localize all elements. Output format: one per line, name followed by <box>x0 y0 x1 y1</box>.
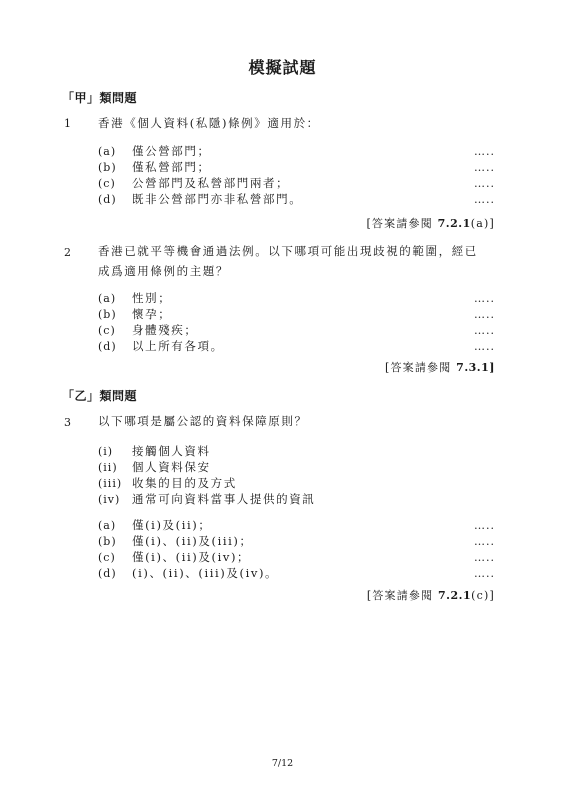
q1-option-b-dots: ….. <box>474 161 495 174</box>
q2-option-d-text: 以上所有各項。 <box>132 339 224 353</box>
q1-option-c-dots: ….. <box>474 177 495 190</box>
q3-item-iii-text: 收集的目的及方式 <box>132 476 237 490</box>
q2-option-c-text: 身體殘疾； <box>132 323 198 337</box>
q2-option-b-label: (b) <box>98 308 117 321</box>
q2-answer-reference <box>385 359 495 375</box>
q1-option-a-label: (a) <box>98 145 117 158</box>
q1-answer-section: 7.2.1 <box>437 217 471 230</box>
q3-option-a-text: 僅(i)及(ii)； <box>132 518 212 532</box>
q3-item-iv-text: 通常可向資料當事人提供的資訊 <box>132 492 316 506</box>
q1-option-d-text: 既非公營部門亦非私營部門。 <box>132 192 303 206</box>
q2-answer-prefix: [答案請參閱 <box>384 361 452 374</box>
q1-option-a-text: 僅公營部門； <box>132 144 211 158</box>
q3-option-b-dots: ….. <box>474 535 495 548</box>
q3-option-a-dots: ….. <box>474 519 495 532</box>
question-2-text-line1: 香港已就平等機會通過法例。以下哪項可能出現歧視的範圍，經已 <box>98 244 478 258</box>
section-a-heading: 「甲」類問題 <box>62 91 138 105</box>
q3-option-b-label: (b) <box>98 535 117 548</box>
q2-option-c-dots: ….. <box>474 324 495 337</box>
question-2-number: 2 <box>64 246 71 259</box>
q1-answer-suffix: (a)] <box>470 217 495 230</box>
question-1-text: 香港《個人資料(私隱)條例》適用於： <box>98 116 320 130</box>
q3-option-c-dots: ….. <box>474 551 495 564</box>
question-2-text-line2: 成爲適用條例的主題？ <box>98 264 229 278</box>
q1-option-b-label: (b) <box>98 161 117 174</box>
q2-option-a-dots: ….. <box>474 292 495 305</box>
q3-option-c-label: (c) <box>98 551 116 564</box>
q1-option-d-label: (d) <box>98 193 117 206</box>
q2-option-c-label: (c) <box>98 324 116 337</box>
q1-answer-reference <box>366 215 495 231</box>
q3-answer-prefix: [答案請參閱 <box>366 589 434 602</box>
q1-option-b-text: 僅私營部門； <box>132 160 211 174</box>
q3-item-iv-label: (iv) <box>98 493 121 506</box>
page-title: 模擬試題 <box>248 58 317 77</box>
q3-option-c-text: 僅(i)、(ii)及(iv)； <box>132 550 251 564</box>
q1-answer-prefix: [答案請參閱 <box>366 217 433 230</box>
q3-answer-reference <box>367 587 495 603</box>
q3-option-b-text: 僅(i)、(ii)及(iii)； <box>132 534 253 548</box>
q3-option-d-dots: ….. <box>474 567 495 580</box>
q3-item-i-label: (i) <box>98 445 114 458</box>
q3-item-i-text: 接觸個人資料 <box>132 444 211 458</box>
q2-answer-section: 7.3.1] <box>456 361 495 374</box>
q2-option-b-text: 懷孕； <box>132 307 172 321</box>
page-number: 7/12 <box>271 758 294 769</box>
q2-option-d-label: (d) <box>98 340 117 353</box>
q1-option-a-dots: ….. <box>474 145 495 158</box>
q2-option-a-label: (a) <box>98 292 117 305</box>
question-3-number: 3 <box>64 416 71 429</box>
q1-option-c-text: 公營部門及私營部門兩者； <box>132 176 290 190</box>
question-3-text: 以下哪項是屬公認的資料保障原則？ <box>98 414 308 428</box>
q3-option-d-text: (i)、(ii)、(iii)及(iv)。 <box>132 566 279 580</box>
section-b-heading: 「乙」類問題 <box>62 389 138 403</box>
q2-option-d-dots: ….. <box>474 340 495 353</box>
q3-item-iii-label: (iii) <box>98 477 123 490</box>
q3-option-d-label: (d) <box>98 567 117 580</box>
q2-option-b-dots: ….. <box>474 308 495 321</box>
q3-answer-section: 7.2.1 <box>438 589 472 602</box>
q3-item-ii-label: (ii) <box>98 461 118 474</box>
q3-answer-suffix: (c)] <box>471 589 495 602</box>
question-1-number: 1 <box>64 117 71 130</box>
q1-option-c-label: (c) <box>98 177 116 190</box>
q3-option-a-label: (a) <box>98 519 117 532</box>
q1-option-d-dots: ….. <box>474 193 495 206</box>
q3-item-ii-text: 個人資料保安 <box>132 460 211 474</box>
q2-option-a-text: 性別； <box>132 291 172 305</box>
